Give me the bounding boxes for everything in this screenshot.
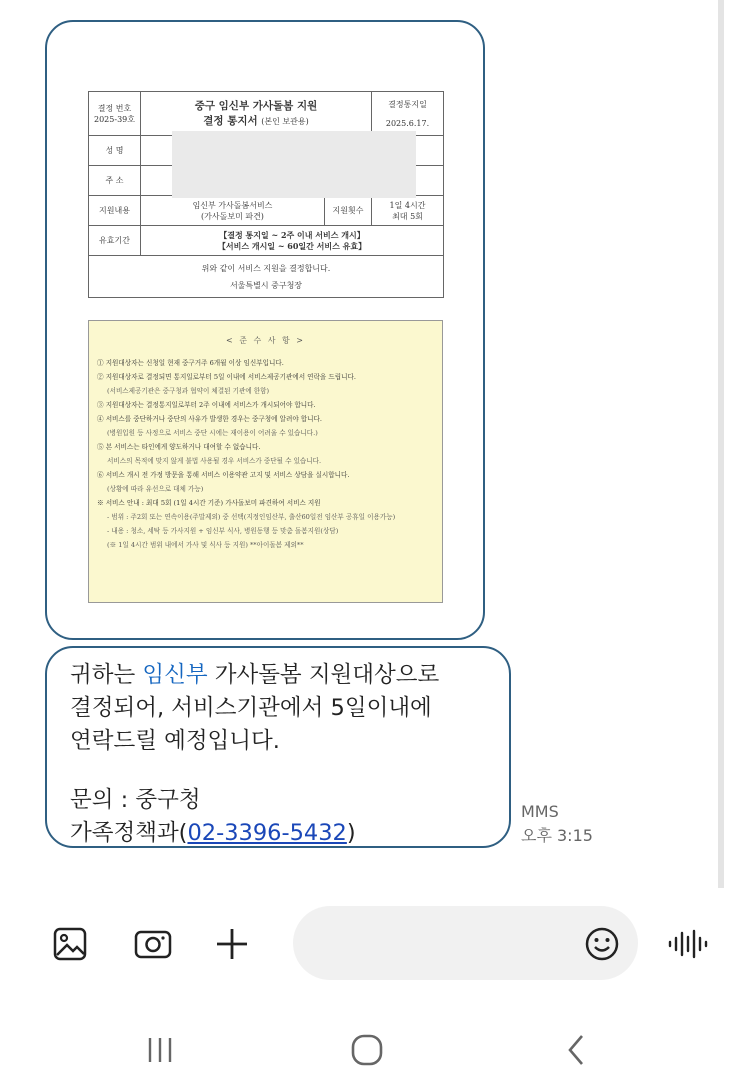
plus-icon[interactable] (212, 924, 252, 964)
decision-number: 2025-39호 (94, 114, 135, 124)
notice-item: - 범위 : 주2회 또는 연속이용(주말제외) 중 선택(지정인임산부, 출산60일전 임산부 공휴일 이용가능) (107, 513, 396, 521)
document-title-cell (141, 92, 372, 136)
notice-item: 서비스의 목적에 맞지 않게 불법 사용될 경우 서비스가 중단될 수 있습니다. (107, 457, 322, 465)
issuer: 서울특별시 중구청장 (229, 280, 303, 290)
notice-item: ④ 서비스를 중단하거나 중단의 사유가 발생한 경우는 중구청에 알려야 합니다. (97, 415, 323, 423)
phone-link[interactable]: 02-3396-5432 (187, 820, 347, 846)
notice-item: ① 지원대상자는 신청일 현재 중구거주 6개월 이상 임신부입니다. (97, 359, 284, 367)
address-label: 주 소 (89, 166, 141, 196)
decision-number-label: 결정 번호 (97, 103, 132, 113)
support-count-line2: 최대 5회 (392, 211, 423, 221)
notice-item: (※ 1일 4시간 범위 내에서 가사 및 식사 등 지원) **아이돌봄 제외** (107, 541, 304, 549)
message-line: 결정되어, 서비스기관에서 5일이내에 (70, 695, 432, 721)
back-icon[interactable] (556, 1030, 596, 1070)
message-line: 문의 : 중구청 (70, 787, 201, 813)
notice-item: (병원입원 등 사정으로 서비스 중단 시에는 재이용이 어려울 수 있습니다.) (107, 429, 318, 437)
document-title-note: (본인 보관용) (261, 116, 309, 126)
name-label: 성 명 (89, 136, 141, 166)
support-content-cell (141, 196, 325, 226)
message-line (70, 817, 509, 850)
notice-item: - 내용 : 청소, 세탁 등 가사지원 + 임신부 식사, 병원동행 등 맞춤 돌봄지원(상담) (107, 527, 339, 535)
gallery-icon[interactable] (50, 924, 90, 964)
notice-item: (서비스제공기관은 중구청과 협약이 체결된 기관에 한함) (107, 387, 270, 395)
recent-apps-icon[interactable] (140, 1030, 180, 1070)
validity-cell (141, 226, 444, 256)
scrollbar[interactable] (718, 0, 724, 888)
message-line (70, 659, 509, 692)
support-count-line1: 1일 4시간 (389, 200, 426, 210)
support-label: 지원내용 (89, 196, 141, 226)
message-text: 가족정책과( (70, 820, 188, 846)
document-title-line2: 결정 통지서 (203, 114, 258, 127)
validity-line2: 【서비스 개시일 ~ 60일간 서비스 유효】 (217, 240, 367, 251)
validity-line1: 【결정 통지일 ~ 2주 이내 서비스 개시】 (219, 229, 365, 240)
decision-notice-image[interactable] (88, 91, 443, 603)
validity-label: 유효기간 (89, 226, 141, 256)
emoji-icon[interactable] (582, 924, 622, 964)
decision-number-cell (89, 92, 141, 136)
notice-item: ⑤ 본 서비스는 타인에게 양도하거나 대여할 수 없습니다. (97, 443, 261, 451)
document-title-line1: 중구 임신부 가사돌봄 지원 (194, 99, 318, 112)
support-content-line1: 임신부 가사돌봄서비스 (192, 200, 273, 210)
notice-item: (상황에 따라 유선으로 대체 가능) (107, 485, 204, 493)
message-line: 연락드릴 예정입니다. (70, 728, 280, 754)
voice-wave-icon[interactable] (666, 924, 710, 964)
highlighted-keyword[interactable]: 임신부 (142, 662, 208, 688)
message-text: 가사돌봄 지원대상으로 (207, 662, 440, 688)
notice-item: ⑥ 서비스 개시 전 가정 방문을 통해 서비스 이용약관 고지 및 서비스 상담을 실시합니다. (97, 471, 350, 479)
message-text: ) (346, 820, 356, 846)
home-icon[interactable] (347, 1030, 387, 1070)
compliance-notice-box (88, 320, 443, 603)
notice-title: < 준 수 사 항 > (225, 336, 306, 345)
message-blank-line (70, 758, 509, 784)
message-type: MMS (521, 802, 559, 821)
decision-sentence: 위와 같이 서비스 지원을 결정합니다. (201, 263, 331, 273)
text-message-bubble[interactable] (45, 646, 511, 848)
notice-item: ※ 서비스 안내 : 최대 5회 (1일 4시간 기준) 가사돌보미 파견하여 서비스 지원 (97, 499, 321, 507)
message-text: 귀하는 (70, 662, 143, 688)
support-content-line2: (가사돌보미 파견) (201, 211, 264, 221)
notice-date-cell (372, 92, 444, 136)
message-meta (521, 800, 593, 848)
message-time: 오후 3:15 (521, 826, 593, 845)
notice-item: ③ 지원대상자는 결정통지일로부터 2주 이내에 서비스가 개시되어야 합니다. (97, 401, 316, 409)
support-count-label: 지원횟수 (325, 196, 372, 226)
support-count-cell (372, 196, 444, 226)
notice-item: ② 지원대상자로 결정되면 통지일로부터 5일 이내에 서비스제공기관에서 연락을 드립니다. (97, 373, 356, 381)
camera-icon[interactable] (131, 924, 175, 964)
decision-statement-cell (89, 256, 444, 298)
redacted-personal-info (172, 131, 416, 198)
notice-date: 2025.6.17. (385, 118, 430, 128)
notice-date-label: 결정통지일 (388, 99, 427, 109)
